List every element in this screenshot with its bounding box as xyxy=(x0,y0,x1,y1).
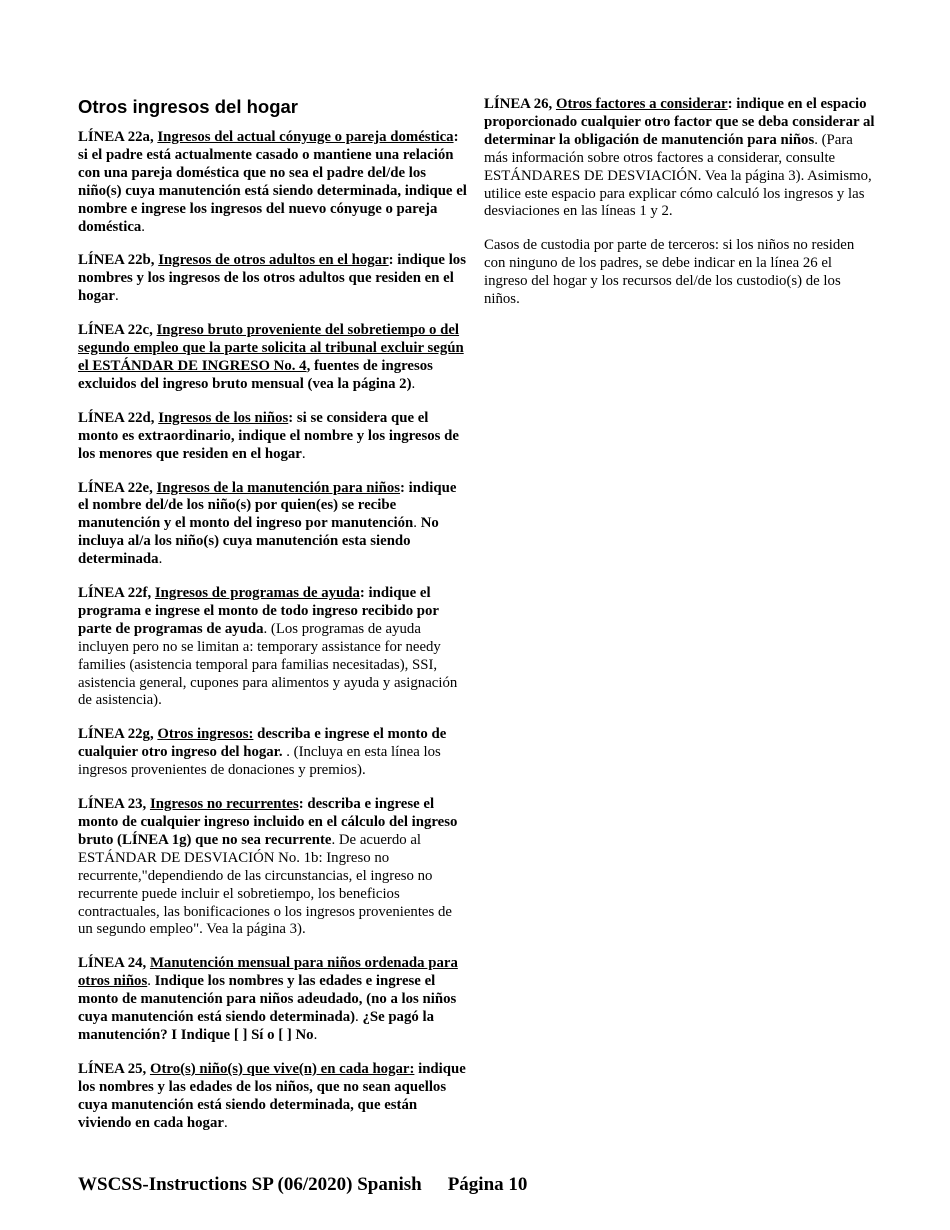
line-24-paragraph xyxy=(78,955,468,1045)
line-22d-label: LÍNEA 22d, xyxy=(78,409,155,426)
line-23-topic: Ingresos no recurrentes xyxy=(149,796,299,813)
line-22g-paragraph xyxy=(78,726,468,780)
line-22g-rest: . (Incluya en esta línea los ingresos provenientes de donaciones y premios). xyxy=(78,744,441,779)
line-22g-topic: Otros ingresos: xyxy=(157,726,254,743)
line-22c-topic: Ingreso bruto proveniente del sobretiempo o del segundo empleo que la parte solicita al tribunal excluir según el ESTÁNDAR DE INGRESO No. 4 xyxy=(78,322,464,374)
line-24-mid2: . xyxy=(355,1009,363,1026)
line-22d-end: . xyxy=(301,445,306,462)
line-22a-text: : si el padre está actualmente casado o mantiene una relación con una pareja doméstica que no sea el padre del/de los niño(s) cuya manutención está siendo determinada, indique el nombre e ingrese los ingresos del nuevo cónyuge o pareja doméstica xyxy=(78,129,467,235)
line-22e-text2: No incluya al/a los niño(s) cuya manutención esta siendo determinada xyxy=(78,515,439,568)
line-26-rest: . (Para más información sobre otros factores a considerar, consulte ESTÁNDARES DE DESVIACIÓN. Vea la página 3). Asimismo, utilice este espacio para explicar cómo calculó los ingresos y las desviaciones en las líneas 1 y 2. xyxy=(484,131,872,220)
line-22b-text: : indique los nombres y los ingresos de los otros adultos que residen en el hogar xyxy=(78,252,466,305)
line-26-label: LÍNEA 26, xyxy=(484,96,553,112)
line-24-label: LÍNEA 24, xyxy=(78,955,147,972)
line-25-text: indique los nombres y las edades de los niños, que no sean aquellos cuya manutención está siendo determinada, que están viviendo en cada hogar xyxy=(78,1060,466,1131)
line-22a-end: . xyxy=(141,218,145,235)
line-22f-topic: Ingresos de programas de ayuda xyxy=(154,585,360,602)
line-22e-paragraph xyxy=(78,480,468,570)
line-22b-topic: Ingresos de otros adultos en el hogar xyxy=(158,252,389,269)
custody-paragraph: Casos de custodia por parte de terceros: si los niños no residen con ninguno de los padres, se debe indicar en la línea 26 el ingreso del hogar y los recursos del/de los custodio(s) de los niños. xyxy=(484,237,855,308)
line-22b-paragraph xyxy=(78,252,468,306)
line-22c-text: , fuentes de ingresos excluidos del ingreso bruto mensual (vea la página 2) xyxy=(78,357,433,392)
line-24-text2: ¿Se pagó la manutención? I Indique [ ] Sí o [ ] No xyxy=(78,1009,434,1043)
line-22e-label: LÍNEA 22e, xyxy=(78,479,153,496)
page-footer xyxy=(78,1174,527,1196)
line-22e-mid: . xyxy=(413,515,421,532)
line-23-paragraph xyxy=(78,796,468,939)
line-26-paragraph xyxy=(484,96,876,221)
line-22e-topic: Ingresos de la manutención para niños xyxy=(156,479,401,496)
line-23-rest: . De acuerdo al ESTÁNDAR DE DESVIACIÓN No. 1b: Ingreso no recurrente,"dependiendo de las circunstancias, el ingreso no recurrente puede incluir el sobretiempo, los beneficios contractuales, las bonificaciones o los ingresos provenientes de un segundo empleo". Vea la página 3). xyxy=(78,831,452,938)
right-column xyxy=(484,96,876,325)
line-22f-label: LÍNEA 22f, xyxy=(78,585,152,602)
line-25-paragraph xyxy=(78,1061,468,1133)
line-25-label: LÍNEA 25, xyxy=(78,1060,147,1077)
line-26-text: : indique en el espacio proporcionado cualquier otro factor que se deba considerar al determinar la obligación de manutención para niños xyxy=(484,96,875,148)
line-24-topic: Manutención mensual para niños ordenada para otros niños xyxy=(78,955,458,990)
line-25-end: . xyxy=(223,1114,228,1131)
line-22f-rest: . (Los programas de ayuda incluyen pero no se limitan a: temporary assistance for needy families (asistencia temporal para familias necesitadas), SSI, asistencia general, cupones para alimentos y ayuda y asignación de asistencia). xyxy=(78,620,458,709)
line-25-topic: Otro(s) niño(s) que vive(n) en cada hogar: xyxy=(149,1060,415,1077)
line-22c-paragraph xyxy=(78,322,468,394)
line-22e-text: : indique el nombre del/de los niño(s) por quien(es) se recibe manutención y el monto del ingreso por manutención xyxy=(78,479,457,532)
line-23-text: : describa e ingrese el monto de cualquier ingreso incluido en el cálculo del ingreso bruto (LÍNEA 1g) que no sea recurrente xyxy=(78,796,458,848)
line-24-mid: . xyxy=(147,973,155,990)
line-22a-label: LÍNEA 22a, xyxy=(78,129,154,145)
line-22f-paragraph xyxy=(78,585,468,710)
line-22b-label: LÍNEA 22b, xyxy=(78,252,155,269)
line-22e-end: . xyxy=(158,551,163,568)
line-22b-end: . xyxy=(115,288,119,305)
line-22d-topic: Ingresos de los niños xyxy=(158,409,289,426)
line-26-topic: Otros factores a considerar xyxy=(555,96,728,112)
line-23-label: LÍNEA 23, xyxy=(78,796,147,813)
footer-page-number: Página 10 xyxy=(447,1174,528,1195)
left-column xyxy=(78,96,468,1149)
line-24-text: Indique los nombres y las edades e ingrese el monto de manutención para niños adeudado, (no a los niños cuya manutención está siendo determinada) xyxy=(78,973,457,1026)
line-22c-label: LÍNEA 22c, xyxy=(78,322,153,339)
line-22g-text: describa e ingrese el monto de cualquier otro ingreso del hogar. xyxy=(78,726,447,761)
line-22g-label: LÍNEA 22g, xyxy=(78,726,154,743)
line-22a-topic: Ingresos del actual cónyuge o pareja doméstica xyxy=(157,129,454,145)
line-22f-text: : indique el programa e ingrese el monto de todo ingreso recibido por parte de programas de ayuda xyxy=(78,585,439,637)
section-heading: Otros ingresos del hogar xyxy=(78,96,298,117)
line-24-end: . xyxy=(313,1026,318,1043)
line-22d-text: : si se considera que el monto es extraordinario, indique el nombre y los ingresos de los menores que residen en el hogar xyxy=(78,409,459,462)
line-22c-end: . xyxy=(411,375,416,392)
line-22a-paragraph xyxy=(78,129,468,236)
footer-form-id: WSCSS-Instructions SP (06/2020) Spanish xyxy=(78,1174,422,1195)
line-22d-paragraph xyxy=(78,410,468,464)
